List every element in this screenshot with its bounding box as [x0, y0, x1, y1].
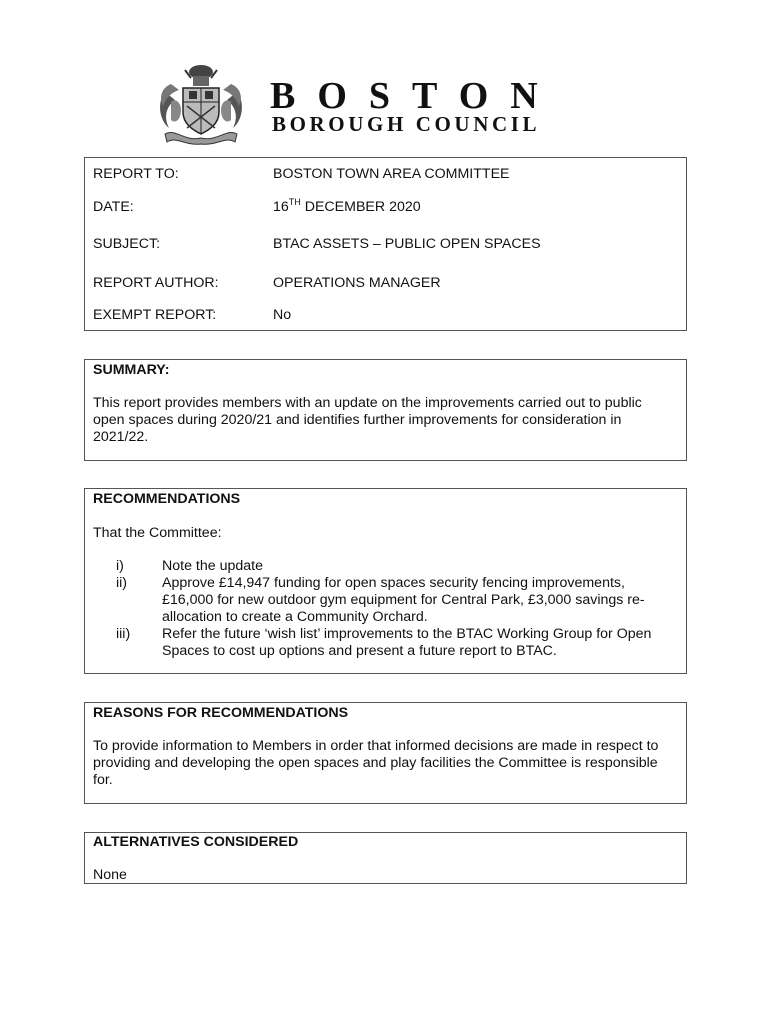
item-number: iii): [116, 626, 131, 642]
item-number: ii): [116, 575, 128, 591]
exempt-value: No: [273, 307, 292, 323]
summary-text: This report provides members with an update on the improvements carried out to public open spaces during 2020/21 and identifies further improvements for consideration in 2021/22.: [93, 395, 642, 445]
alternatives-title: ALTERNATIVES CONSIDERED: [93, 834, 299, 850]
reasons-box: [84, 702, 687, 804]
author-label: REPORT AUTHOR:: [93, 275, 219, 291]
summary-title: SUMMARY:: [93, 362, 170, 378]
item-text: Note the update: [162, 558, 263, 574]
recommendations-title: RECOMMENDATIONS: [93, 491, 241, 507]
list-item: [93, 626, 674, 660]
date-day: 16: [273, 199, 289, 215]
list-item: [93, 558, 674, 575]
date-value: [273, 199, 421, 216]
author-value: OPERATIONS MANAGER: [273, 275, 441, 291]
item-text: Refer the future ‘wish list’ improvements to the BTAC Working Group for Open Spaces to cost up options and present a future report to BTAC.: [162, 626, 652, 659]
date-label: DATE:: [93, 199, 134, 215]
council-name: BOSTON: [270, 75, 560, 117]
reasons-text: To provide information to Members in order that informed decisions are made in respect to providing and developing the open spaces and play facilities the Committee is responsible for.: [93, 738, 659, 788]
report-to-value: BOSTON TOWN AREA COMMITTEE: [273, 166, 510, 182]
recommendations-box: [84, 488, 687, 674]
report-details-box: [84, 157, 687, 331]
date-suffix: TH: [288, 197, 301, 207]
letterhead: [155, 62, 575, 150]
recommendations-intro: That the Committee:: [93, 525, 222, 541]
alternatives-text: None: [93, 867, 127, 883]
summary-box: [84, 359, 687, 461]
date-rest: DECEMBER 2020: [300, 199, 421, 215]
subject-label: SUBJECT:: [93, 236, 161, 252]
recommendations-list: [93, 558, 674, 660]
report-to-label: REPORT TO:: [93, 166, 179, 182]
borough-crest-icon: [155, 62, 247, 146]
subject-value: BTAC ASSETS – PUBLIC OPEN SPACES: [273, 236, 541, 252]
alternatives-box: [84, 832, 687, 884]
item-number: i): [116, 558, 124, 574]
exempt-label: EXEMPT REPORT:: [93, 307, 217, 323]
item-text: Approve £14,947 funding for open spaces security fencing improvements, £16,000 for new outdoor gym equipment for Central Park, £3,000 savings re-allocation to create a Community Orchard.: [162, 575, 645, 625]
list-item: [93, 575, 674, 626]
reasons-title: REASONS FOR RECOMMENDATIONS: [93, 705, 349, 721]
council-subtitle: BOROUGH COUNCIL: [272, 112, 541, 136]
